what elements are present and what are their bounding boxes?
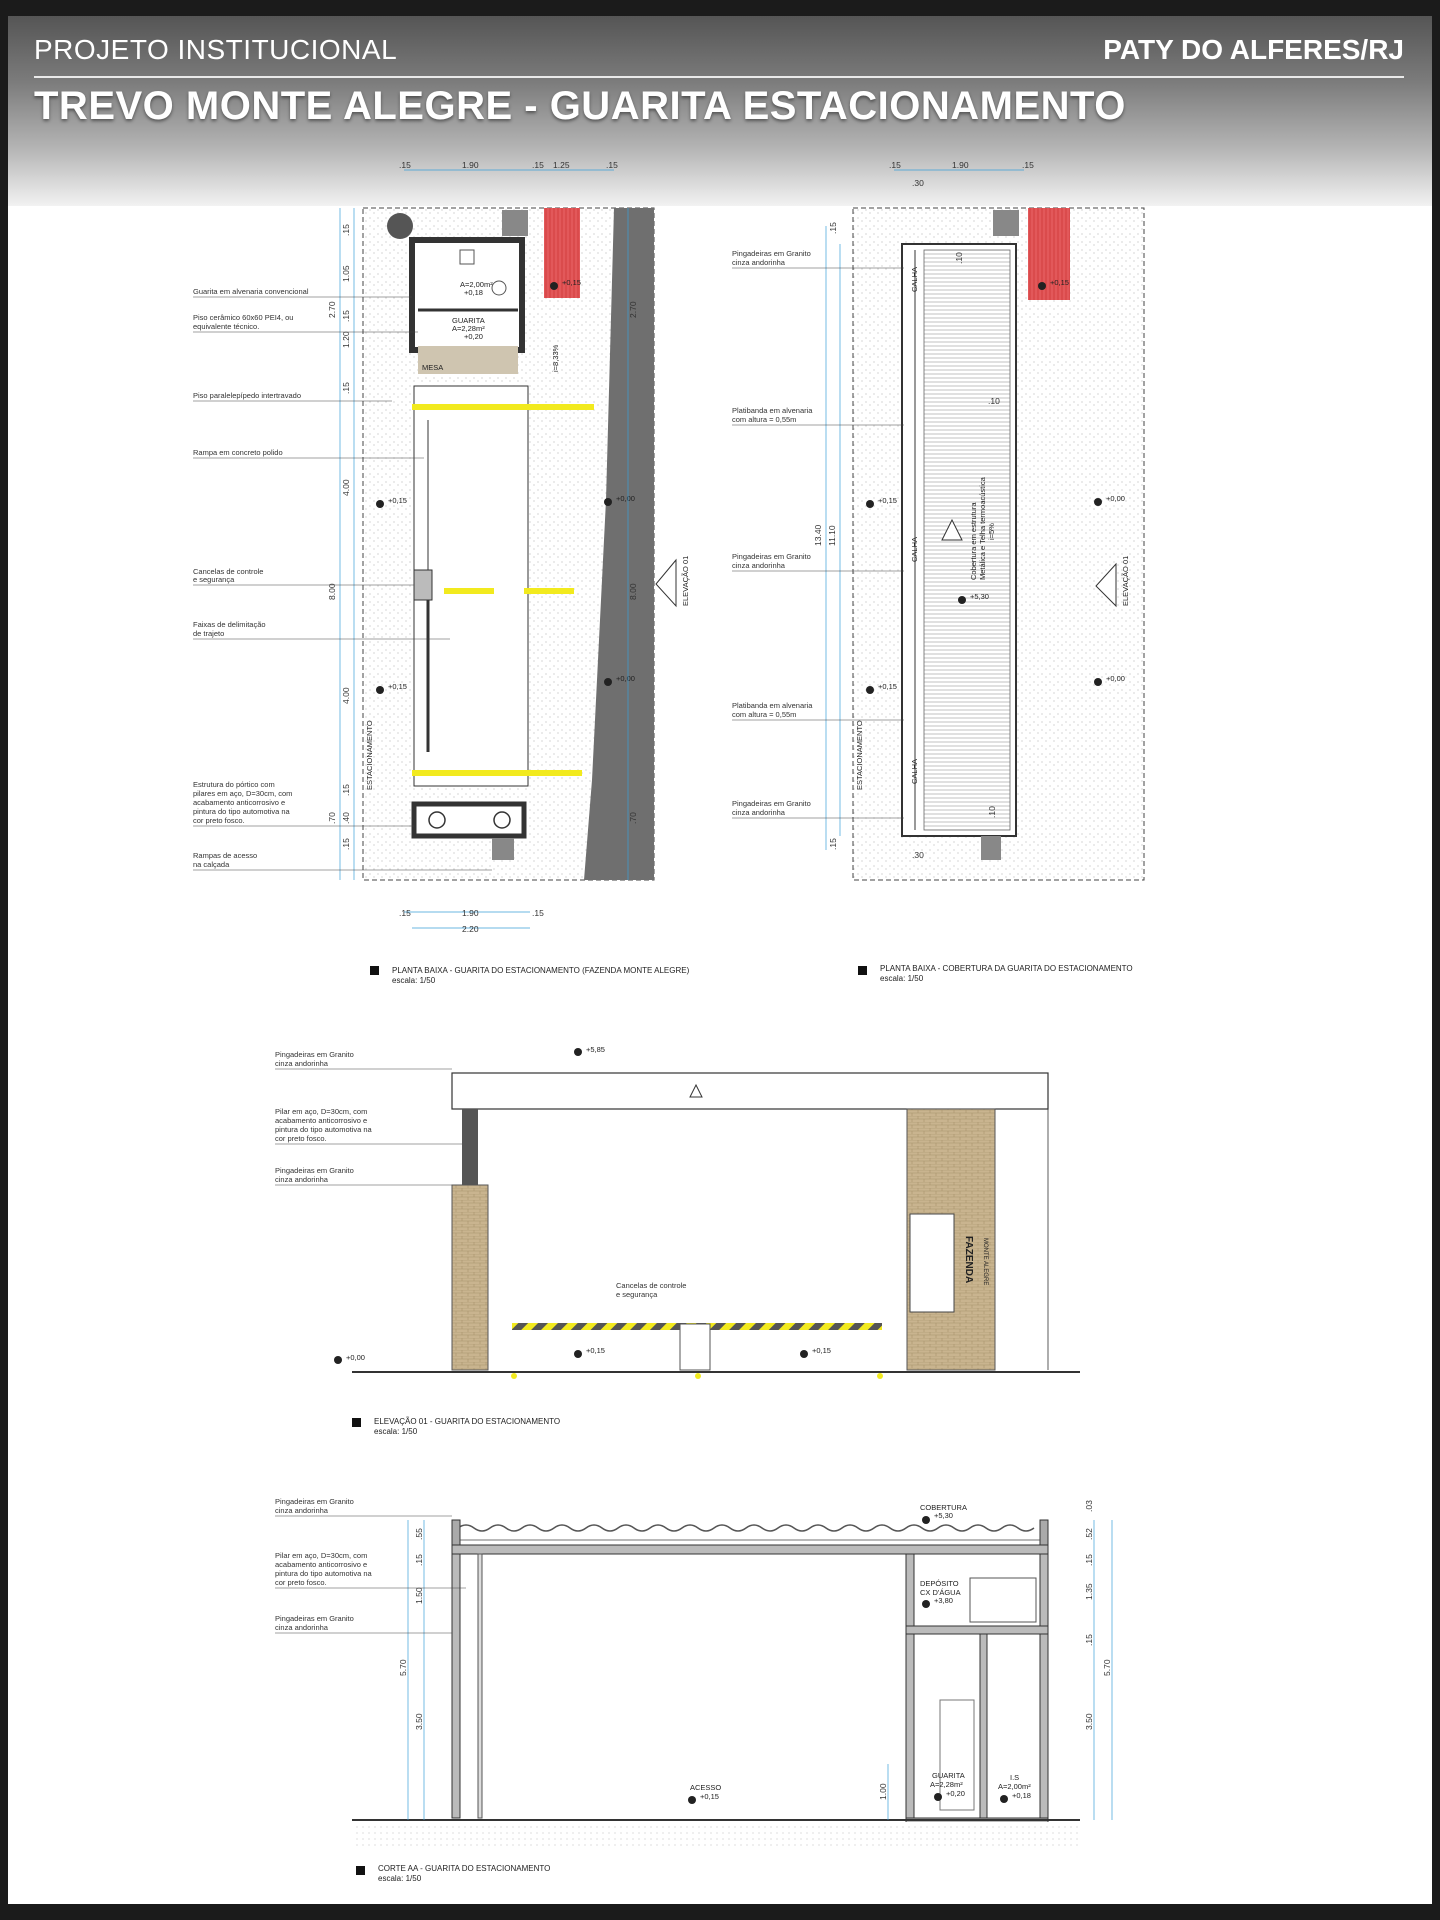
svg-text:Pingadeiras em Granito: Pingadeiras em Granito [275,1050,354,1059]
svg-text:.55: .55 [414,1528,424,1540]
svg-text:Pilar em aço, D=30cm, com: Pilar em aço, D=30cm, com [275,1107,368,1116]
guard-room-level: +0,20 [464,332,483,341]
section-drawing [275,1497,1112,1883]
svg-text:Pingadeiras em Granito: Pingadeiras em Granito [275,1166,354,1175]
svg-text:+0,00: +0,00 [616,494,635,503]
svg-text:1.90: 1.90 [952,160,969,170]
svg-text:pintura do tipo automotiva na: pintura do tipo automotiva na [193,807,290,816]
svg-text:I.S: I.S [1010,1773,1020,1782]
svg-text:i=5%: i=5% [987,523,996,540]
svg-text:.15: .15 [341,310,351,322]
svg-text:Platibanda em alvenaria: Platibanda em alvenaria [732,701,813,710]
svg-text:.15: .15 [341,382,351,394]
svg-text:2.70: 2.70 [628,301,638,318]
svg-text:Pingadeiras em Granito: Pingadeiras em Granito [732,552,811,561]
svg-text:Pingadeiras em Granito: Pingadeiras em Granito [275,1497,354,1506]
svg-text:13.40: 13.40 [813,524,823,546]
svg-text:Pingadeiras em Granito: Pingadeiras em Granito [732,799,811,808]
svg-text:MONTE ALEGRE: MONTE ALEGRE [982,1238,988,1286]
svg-text:Pilar em aço, D=30cm, com: Pilar em aço, D=30cm, com [275,1551,368,1560]
svg-text:+5,30: +5,30 [934,1511,953,1520]
roof-tiles [458,1525,1034,1531]
steel-pillar [462,1109,478,1185]
yellow-stripe [444,588,494,594]
svg-text:A=2,28m²: A=2,28m² [930,1780,963,1789]
svg-text:e segurança: e segurança [193,575,235,584]
svg-text:Piso paralelepípedo intertrava: Piso paralelepípedo intertravado [193,391,301,400]
svg-text:+0,00: +0,00 [616,674,635,683]
svg-text:4.00: 4.00 [341,479,351,496]
svg-text:+0,20: +0,20 [946,1789,965,1798]
svg-text:+0,00: +0,00 [1106,674,1125,683]
svg-text:.15: .15 [399,160,411,170]
svg-text:+3,80: +3,80 [934,1596,953,1605]
parking-label: ESTACIONAMENTO [365,720,374,790]
svg-text:+5,85: +5,85 [586,1045,605,1054]
svg-text:COBERTURA: COBERTURA [920,1503,967,1512]
svg-text:.10: .10 [987,806,997,818]
svg-text:ESTACIONAMENTO: ESTACIONAMENTO [855,720,864,790]
roof-plan-drawing [732,160,1144,983]
svg-text:Rampa em concreto polido: Rampa em concreto polido [193,448,283,457]
sign-text: FAZENDA [963,1236,974,1284]
roof-scale: escala: 1/50 [880,974,924,983]
roof-panels [924,250,1010,830]
svg-text:CALHA: CALHA [910,758,919,784]
svg-text:na calçada: na calçada [193,860,230,869]
svg-text:cinza andorinha: cinza andorinha [732,561,785,570]
svg-text:8.00: 8.00 [327,583,337,600]
svg-text:3.50: 3.50 [1084,1713,1094,1730]
guard-room-name: GUARITA [452,316,485,325]
desk-label: MESA [422,363,444,372]
svg-text:+0,15: +0,15 [812,1346,831,1355]
svg-text:+0,00: +0,00 [346,1353,365,1362]
svg-text:.15: .15 [828,838,838,850]
svg-text:4.00: 4.00 [341,687,351,704]
section-caption: CORTE AA - GUARITA DO ESTACIONAMENTO [378,1864,551,1873]
plan-notes [193,287,309,869]
svg-text:.15: .15 [532,160,544,170]
yellow-stripe [412,404,594,410]
ws-area-text: A=2,00m² [460,280,493,289]
svg-text:.15: .15 [1084,1554,1094,1566]
guard-room-area: A=2,28m² [452,324,485,333]
svg-text:e segurança: e segurança [616,1290,658,1299]
svg-text:+0,15: +0,15 [1050,278,1069,287]
yellow-stripe [524,588,574,594]
svg-text:+0,18: +0,18 [1012,1791,1031,1800]
svg-text:.15: .15 [606,160,618,170]
svg-text:com altura = 0,55m: com altura = 0,55m [732,710,797,719]
svg-text:.15: .15 [889,160,901,170]
svg-text:.15: .15 [341,224,351,236]
svg-text:.15: .15 [1084,1634,1094,1646]
svg-text:3.50: 3.50 [414,1713,424,1730]
svg-text:Cobertura em estrutura: Cobertura em estrutura [969,502,978,580]
svg-text:Pingadeiras em Granito: Pingadeiras em Granito [275,1614,354,1623]
svg-text:ACESSO: ACESSO [690,1783,722,1792]
svg-text:cor preto fosco.: cor preto fosco. [275,1134,327,1143]
svg-text:com altura = 0,55m: com altura = 0,55m [732,415,797,424]
roof-caption: PLANTA BAIXA - COBERTURA DA GUARITA DO ESTACIONAMENTO [880,964,1133,973]
equipment-block [502,210,528,236]
svg-text:equivalente técnico.: equivalente técnico. [193,322,260,331]
svg-text:1.50: 1.50 [414,1587,424,1604]
roof-notes [732,249,813,817]
svg-text:+0,15: +0,15 [878,682,897,691]
svg-text:Guarita em alvenaria convencio: Guarita em alvenaria convencional [193,287,309,296]
svg-text:.15: .15 [1022,160,1034,170]
svg-text:Estrutura do pórtico com: Estrutura do pórtico com [193,780,275,789]
svg-text:cinza andorinha: cinza andorinha [732,808,785,817]
svg-text:i=8,33%: i=8,33% [551,344,560,372]
window [910,1214,954,1312]
svg-text:.15: .15 [341,838,351,850]
svg-text:.10: .10 [954,252,964,264]
elevation-caption: ELEVAÇÃO 01 - GUARITA DO ESTACIONAMENTO [374,1417,561,1426]
svg-text:Platibanda em alvenaria: Platibanda em alvenaria [732,406,813,415]
elevation-drawing [275,1045,1080,1436]
svg-text:1.25: 1.25 [553,160,570,170]
svg-text:Faixas de delimitação: Faixas de delimitação [193,620,266,629]
svg-text:.10: .10 [988,396,1000,406]
water-tank [970,1578,1036,1622]
svg-text:CALHA: CALHA [910,266,919,292]
section-notes [275,1497,373,1632]
svg-text:de trajeto: de trajeto [193,629,225,638]
svg-text:.52: .52 [1084,1528,1094,1540]
svg-text:+0,15: +0,15 [878,496,897,505]
svg-text:cinza andorinha: cinza andorinha [275,1623,328,1632]
svg-text:Cancelas de controle: Cancelas de controle [193,567,264,576]
svg-text:acabamento anticorrosivo e: acabamento anticorrosivo e [275,1560,368,1569]
svg-text:+0,15: +0,15 [562,278,581,287]
svg-text:5.70: 5.70 [398,1659,408,1676]
svg-text:.03: .03 [1084,1500,1094,1512]
svg-text:+5,30: +5,30 [970,592,989,601]
svg-text:+0,00: +0,00 [1106,494,1125,503]
svg-text:1.35: 1.35 [1084,1583,1094,1600]
svg-text:1.90: 1.90 [462,160,479,170]
svg-text:.15: .15 [399,908,411,918]
svg-text:.40: .40 [341,812,351,824]
svg-text:cinza andorinha: cinza andorinha [275,1506,328,1515]
plan-caption: PLANTA BAIXA - GUARITA DO ESTACIONAMENTO (FAZENDA MONTE ALEGRE) [392,966,690,975]
svg-text:Metálica e Telha termoacústica: Metálica e Telha termoacústica [978,477,987,580]
section-scale: escala: 1/50 [378,1874,422,1883]
svg-text:cinza andorinha: cinza andorinha [275,1175,328,1184]
svg-text:.30: .30 [912,178,924,188]
svg-text:2.20: 2.20 [462,924,479,934]
svg-text:+0,15: +0,15 [700,1792,719,1801]
elevation-scale: escala: 1/50 [374,1427,418,1436]
svg-text:GUARITA: GUARITA [932,1771,965,1780]
plan-scale: escala: 1/50 [392,976,436,985]
floor-plan-drawing [193,160,690,985]
svg-text:cor preto fosco.: cor preto fosco. [275,1578,327,1587]
svg-text:ELEVAÇÃO 01: ELEVAÇÃO 01 [681,555,690,606]
svg-text:ELEVAÇÃO 01: ELEVAÇÃO 01 [1121,555,1130,606]
svg-text:.15: .15 [828,222,838,234]
svg-text:+0,15: +0,15 [586,1346,605,1355]
svg-text:.15: .15 [532,908,544,918]
yellow-stripe [412,770,582,776]
svg-text:CX D'ÁGUA: CX D'ÁGUA [920,1588,961,1597]
svg-text:.30: .30 [912,850,924,860]
canopy [452,1073,1048,1109]
ws-level-text: +0,18 [464,288,483,297]
svg-text:cor preto fosco.: cor preto fosco. [193,816,245,825]
svg-text:.70: .70 [628,812,638,824]
svg-text:cinza andorinha: cinza andorinha [732,258,785,267]
svg-text:.70: .70 [327,812,337,824]
svg-text:acabamento anticorrosivo e: acabamento anticorrosivo e [193,798,286,807]
svg-text:1.90: 1.90 [462,908,479,918]
svg-text:Cancelas de controle: Cancelas de controle [616,1281,687,1290]
svg-text:pintura do tipo automotiva na: pintura do tipo automotiva na [275,1569,372,1578]
svg-text:Rampas de acesso: Rampas de acesso [193,851,258,860]
svg-text:+0,15: +0,15 [388,682,407,691]
brick-pillar-left [452,1185,488,1370]
svg-text:cinza andorinha: cinza andorinha [275,1059,328,1068]
svg-text:+0,15: +0,15 [388,496,407,505]
svg-text:.15: .15 [341,784,351,796]
svg-text:1.00: 1.00 [878,1783,888,1800]
program-label: PROJETO INSTITUCIONAL [34,34,398,65]
svg-text:pilares em aço, D=30cm, com: pilares em aço, D=30cm, com [193,789,293,798]
svg-text:11.10: 11.10 [827,525,837,546]
svg-text:1.20: 1.20 [341,331,351,348]
svg-text:pintura do tipo automotiva na: pintura do tipo automotiva na [275,1125,372,1134]
svg-text:CALHA: CALHA [910,536,919,562]
svg-text:A=2,00m²: A=2,00m² [998,1782,1031,1791]
elevation-notes [275,1050,373,1184]
svg-text:5.70: 5.70 [1102,1659,1112,1676]
location-label: PATY DO ALFERES/RJ [1103,34,1404,65]
svg-text:DEPÓSITO: DEPÓSITO [920,1579,959,1588]
svg-text:1.05: 1.05 [341,265,351,282]
svg-text:.15: .15 [414,1554,424,1566]
sheet-title: TREVO MONTE ALEGRE - GUARITA ESTACIONAMENTO [34,84,1126,128]
tree-symbol [387,213,413,239]
svg-text:2.70: 2.70 [327,301,337,318]
svg-text:8.00: 8.00 [628,583,638,600]
svg-text:Piso cerâmico 60x60 PEI4, ou: Piso cerâmico 60x60 PEI4, ou [193,313,294,322]
svg-text:Pingadeiras em Granito: Pingadeiras em Granito [732,249,811,258]
svg-text:acabamento anticorrosivo e: acabamento anticorrosivo e [275,1116,368,1125]
